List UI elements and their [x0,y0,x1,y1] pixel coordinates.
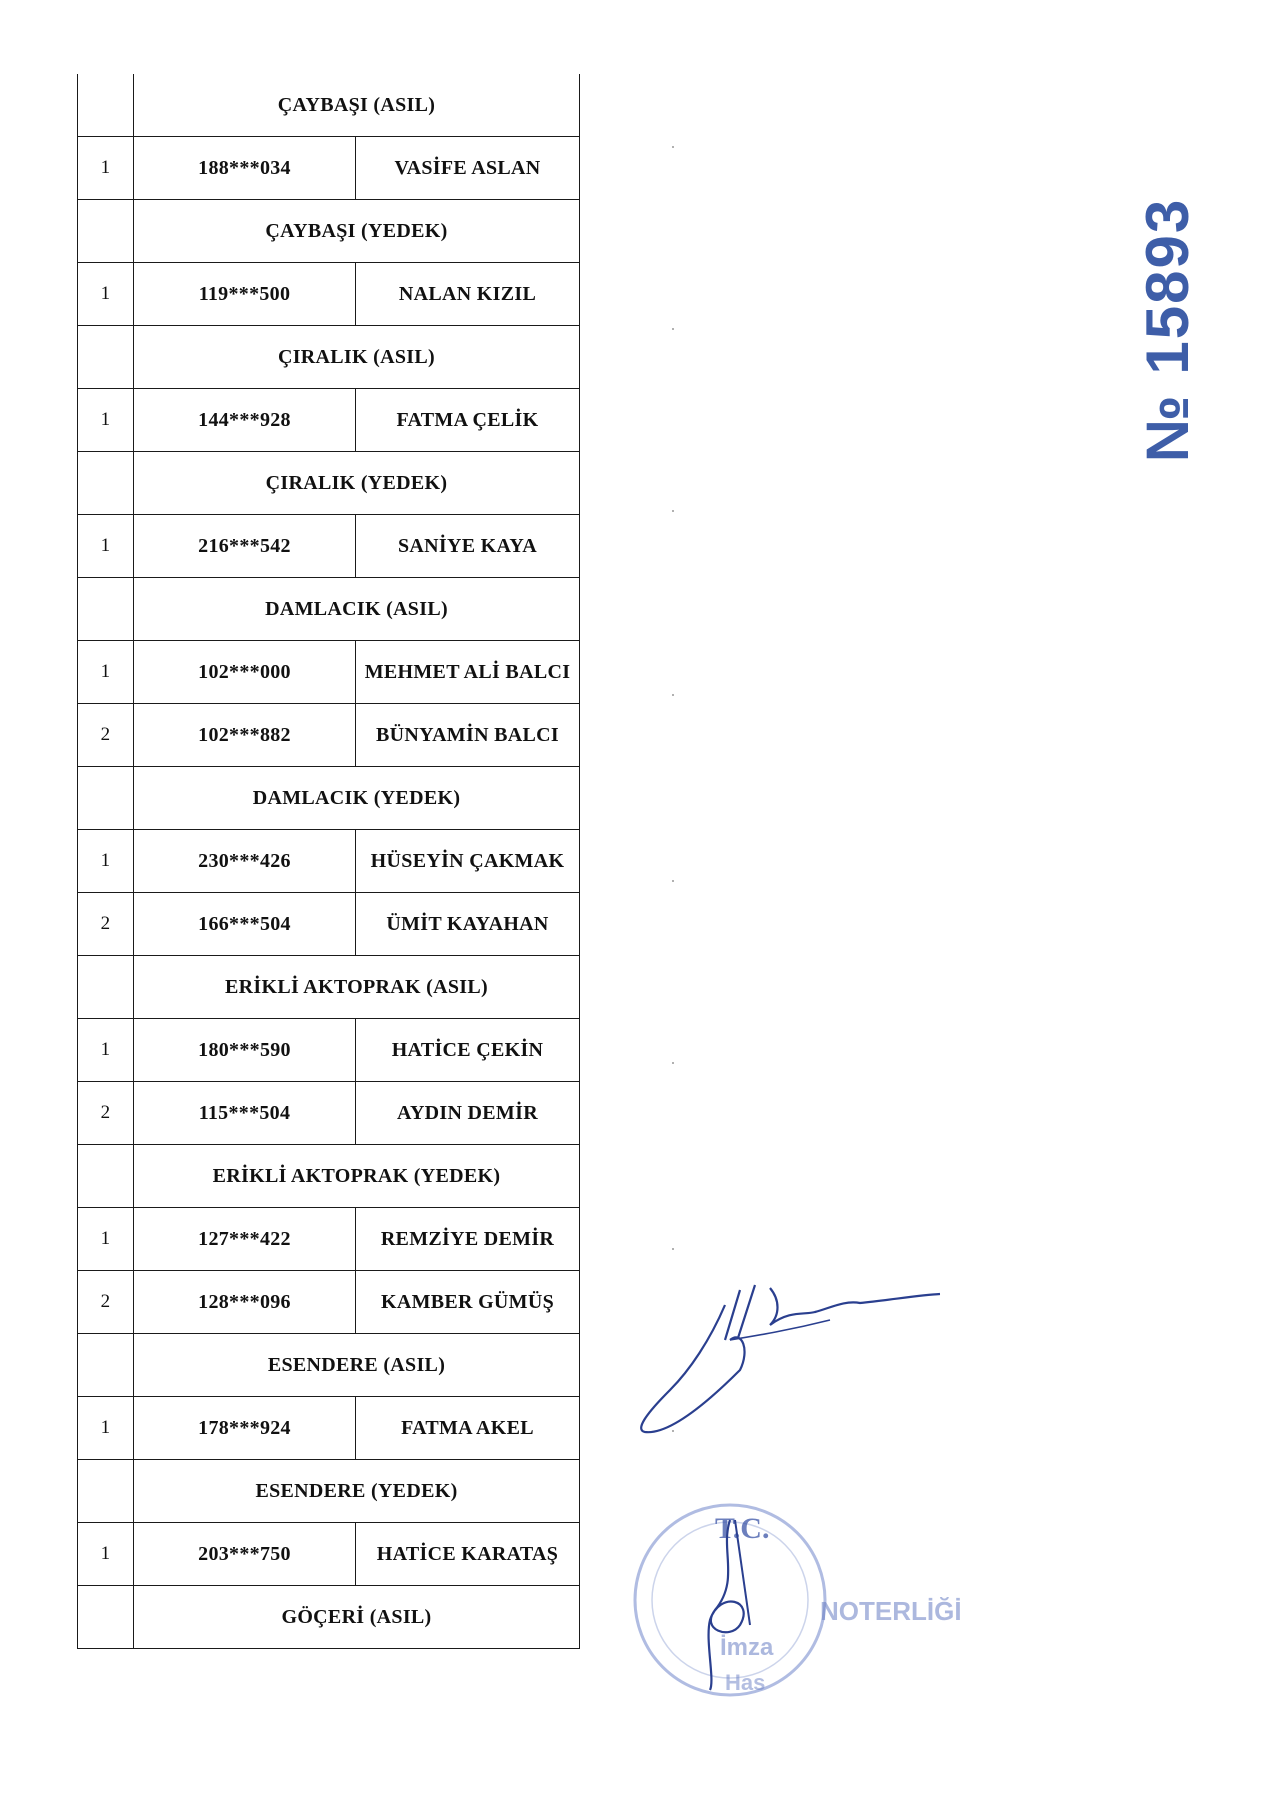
serial-number-text: № 15893 [1134,197,1201,463]
signature [630,1270,950,1440]
table-row [78,1019,580,1082]
section-header-row [78,1334,580,1397]
masked-id: 216***542 [134,515,356,578]
section-header-row [78,767,580,830]
stamp-line2: İmza [720,1634,774,1661]
person-name: KAMBER GÜMÜŞ [356,1271,580,1334]
table-row [78,515,580,578]
section-header-row [78,200,580,263]
masked-id: 102***882 [134,704,356,767]
serial-number [1110,180,1240,480]
table-row [78,389,580,452]
stamp-line3: Has [725,1670,766,1695]
section-header-row [78,1460,580,1523]
beneficiary-table [77,74,580,1649]
row-number: 2 [78,1082,134,1145]
section-header-row [78,452,580,515]
masked-id: 178***924 [134,1397,356,1460]
row-number: 1 [78,1019,134,1082]
row-number: 1 [78,263,134,326]
section-title: GÖÇERİ (ASIL) [134,1586,580,1649]
table-row [78,263,580,326]
stamp-line1: NOTERLİĞİ [820,1596,962,1626]
table-row [78,830,580,893]
row-number: 1 [78,1523,134,1586]
table-row [78,893,580,956]
table-row [78,137,580,200]
row-number: 2 [78,893,134,956]
table-row [78,1397,580,1460]
stamp-top-text: T.C. [715,1512,770,1545]
masked-id: 119***500 [134,263,356,326]
section-header-row [78,1586,580,1649]
blank-cell [78,326,134,389]
section-header-row [78,1145,580,1208]
section-title: ERİKLİ AKTOPRAK (YEDEK) [134,1145,580,1208]
table-row [78,641,580,704]
section-title: ÇAYBAŞI (ASIL) [134,74,580,137]
section-title: ÇAYBAŞI (YEDEK) [134,200,580,263]
masked-id: 128***096 [134,1271,356,1334]
blank-cell [78,200,134,263]
blank-cell [78,767,134,830]
masked-id: 144***928 [134,389,356,452]
masked-id: 188***034 [134,137,356,200]
section-title: ESENDERE (YEDEK) [134,1460,580,1523]
person-name: HATİCE ÇEKİN [356,1019,580,1082]
person-name: REMZİYE DEMİR [356,1208,580,1271]
table-row [78,1271,580,1334]
table-row [78,704,580,767]
section-title: ÇIRALIK (YEDEK) [134,452,580,515]
table-body [78,74,580,1649]
section-title: ERİKLİ AKTOPRAK (ASIL) [134,956,580,1019]
row-number: 1 [78,137,134,200]
section-title: ESENDERE (ASIL) [134,1334,580,1397]
blank-cell [78,956,134,1019]
row-number: 1 [78,389,134,452]
section-header-row [78,74,580,137]
notary-stamp [620,1490,1020,1720]
person-name: SANİYE KAYA [356,515,580,578]
person-name: NALAN KIZIL [356,263,580,326]
person-name: FATMA AKEL [356,1397,580,1460]
blank-cell [78,1586,134,1649]
blank-cell [78,74,134,137]
masked-id: 230***426 [134,830,356,893]
table-row [78,1208,580,1271]
masked-id: 180***590 [134,1019,356,1082]
masked-id: 203***750 [134,1523,356,1586]
section-title: DAMLACIK (YEDEK) [134,767,580,830]
masked-id: 102***000 [134,641,356,704]
section-header-row [78,578,580,641]
masked-id: 166***504 [134,893,356,956]
row-number: 1 [78,830,134,893]
section-title: DAMLACIK (ASIL) [134,578,580,641]
person-name: HATİCE KARATAŞ [356,1523,580,1586]
person-name: BÜNYAMİN BALCI [356,704,580,767]
section-header-row [78,326,580,389]
section-header-row [78,956,580,1019]
table-row [78,1082,580,1145]
person-name: MEHMET ALİ BALCI [356,641,580,704]
person-name: ÜMİT KAYAHAN [356,893,580,956]
blank-cell [78,578,134,641]
blank-cell [78,1334,134,1397]
person-name: AYDIN DEMİR [356,1082,580,1145]
table-row [78,1523,580,1586]
row-number: 2 [78,1271,134,1334]
blank-cell [78,1145,134,1208]
section-title: ÇIRALIK (ASIL) [134,326,580,389]
row-number: 1 [78,1208,134,1271]
person-name: VASİFE ASLAN [356,137,580,200]
row-number: 1 [78,515,134,578]
blank-cell [78,452,134,515]
masked-id: 115***504 [134,1082,356,1145]
blank-cell [78,1460,134,1523]
masked-id: 127***422 [134,1208,356,1271]
row-number: 1 [78,1397,134,1460]
person-name: FATMA ÇELİK [356,389,580,452]
row-number: 2 [78,704,134,767]
person-name: HÜSEYİN ÇAKMAK [356,830,580,893]
row-number: 1 [78,641,134,704]
